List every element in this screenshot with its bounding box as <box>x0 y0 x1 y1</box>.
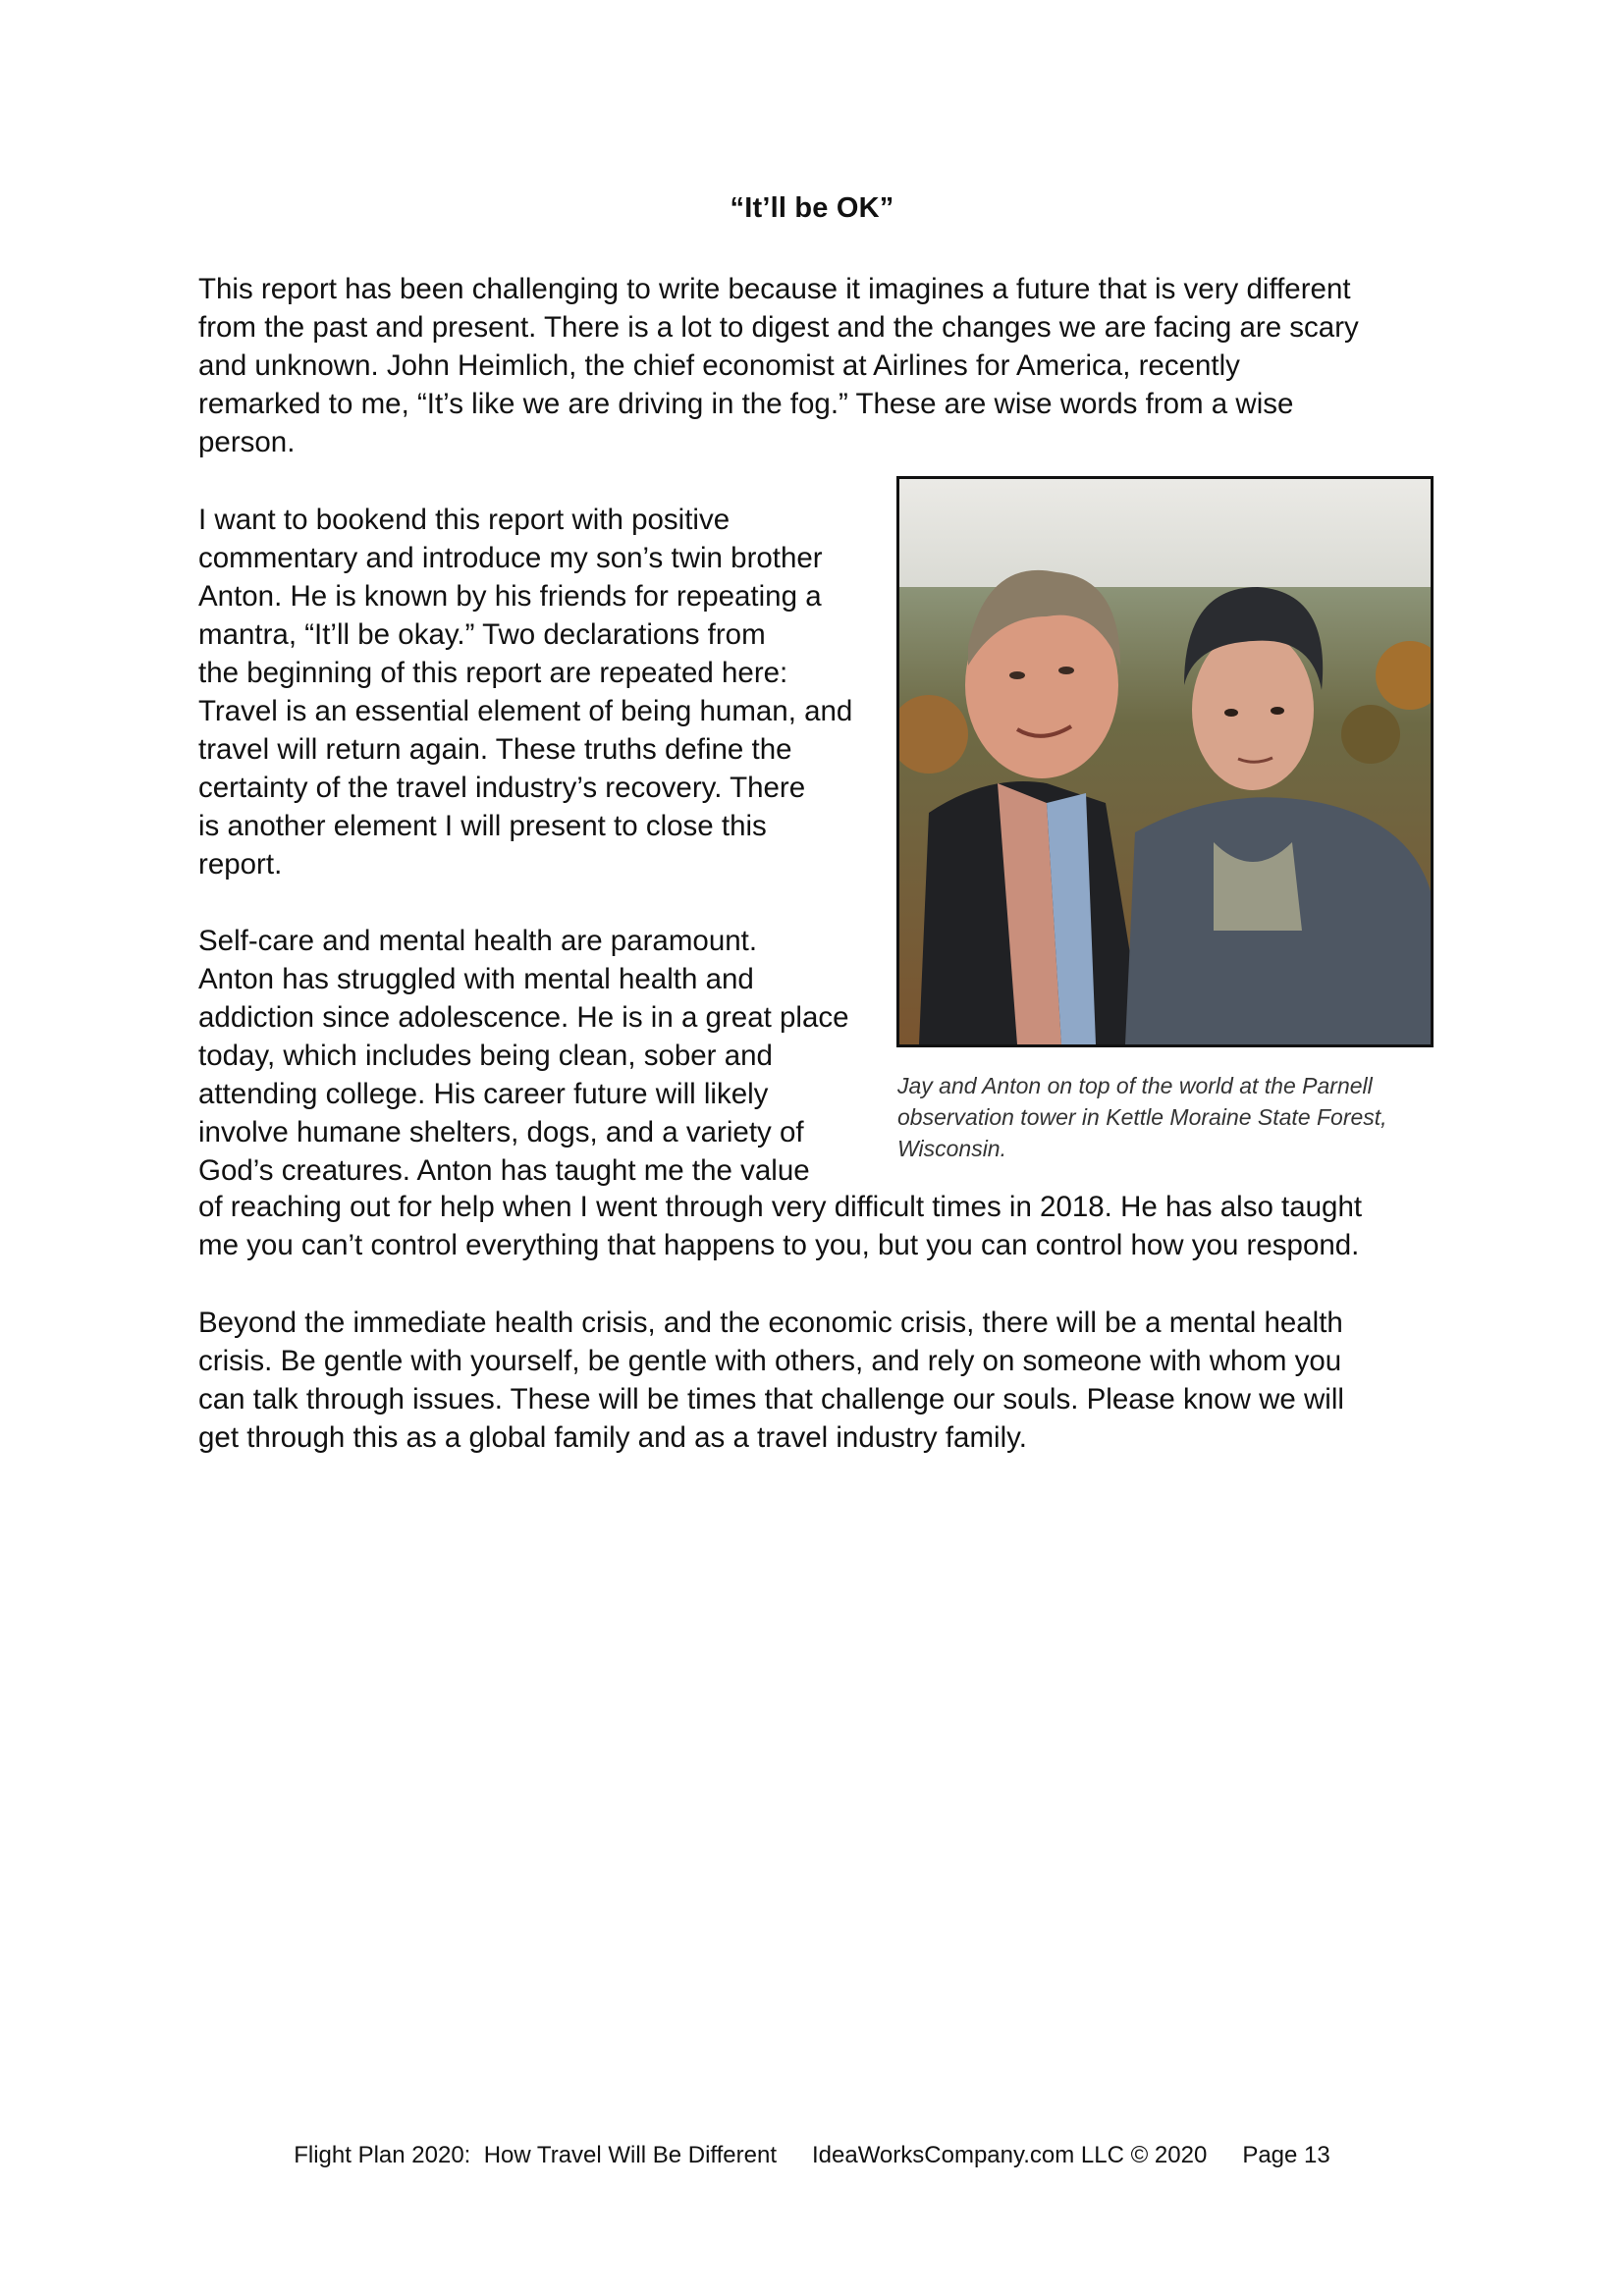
caption-line: Wisconsin. <box>897 1136 1006 1161</box>
text-line: Beyond the immediate health crisis, and the economic crisis, there will be a mental health <box>198 1307 1343 1339</box>
text-line: of reaching out for help when I went through very difficult times in 2018. He has also taught <box>198 1191 1363 1223</box>
text-line: Anton has struggled with mental health and <box>198 963 754 995</box>
text-line: travel will return again. These truths define the <box>198 733 792 766</box>
text-line: I want to bookend this report with positive <box>198 504 731 536</box>
page-title: “It’ll be OK” <box>730 192 894 224</box>
footer-doc-title: Flight Plan 2020: How Travel Will Be Different <box>294 2142 777 2168</box>
text-line: This report has been challenging to write because it imagines a future that is very different <box>198 273 1351 305</box>
caption-line: observation tower in Kettle Moraine State Forest, <box>897 1104 1387 1130</box>
footer-company: IdeaWorksCompany.com LLC © 2020 <box>812 2142 1208 2168</box>
page-footer <box>0 2142 1624 2169</box>
paragraph-closing <box>198 1304 1445 1457</box>
photo-illustration <box>899 479 1431 1044</box>
text-line: the beginning of this report are repeated here: <box>198 657 788 689</box>
text-line: God’s creatures. Anton has taught me the value <box>198 1154 810 1187</box>
text-line: remarked to me, “It’s like we are driving in the fog.” These are wise words from a wise <box>198 388 1294 420</box>
text-line: attending college. His career future will likely <box>198 1078 769 1110</box>
caption-line: Jay and Anton on top of the world at the Parnell <box>897 1073 1373 1098</box>
paragraph-self-care <box>198 922 886 1190</box>
text-line: from the past and present. There is a lot to digest and the changes we are facing are scary <box>198 311 1359 344</box>
text-line: is another element I will present to close this <box>198 810 767 842</box>
text-line: involve humane shelters, dogs, and a variety of <box>198 1116 804 1148</box>
photo-caption <box>897 1070 1447 1164</box>
photo-jay-and-anton <box>896 476 1434 1047</box>
text-line: can talk through issues. These will be times that challenge our souls. Please know we will <box>198 1383 1344 1415</box>
text-line: report. <box>198 848 283 881</box>
text-line: mantra, “It’ll be okay.” Two declarations from <box>198 618 766 651</box>
text-line: Travel is an essential element of being human, and <box>198 695 853 727</box>
text-line: person. <box>198 426 296 458</box>
text-line: me you can’t control everything that happens to you, but you can control how you respond. <box>198 1229 1360 1261</box>
text-line: crisis. Be gentle with yourself, be gentle with others, and rely on someone with whom you <box>198 1345 1342 1377</box>
text-line: certainty of the travel industry’s recovery. There <box>198 772 806 804</box>
text-line: commentary and introduce my son’s twin brother <box>198 542 823 574</box>
text-line: today, which includes being clean, sober and <box>198 1040 773 1072</box>
text-line: Anton. He is known by his friends for repeating a <box>198 580 822 613</box>
text-line: get through this as a global family and as a travel industry family. <box>198 1421 1027 1454</box>
text-line: addiction since adolescence. He is in a great place <box>198 1001 849 1034</box>
paragraph-bookend <box>198 501 886 883</box>
footer-page-number: Page 13 <box>1242 2142 1330 2168</box>
text-line: Self-care and mental health are paramount. <box>198 925 758 957</box>
text-line: and unknown. John Heimlich, the chief economist at Airlines for America, recently <box>198 349 1240 382</box>
paragraph-self-care-continued <box>198 1188 1445 1264</box>
paragraph-intro <box>198 270 1445 461</box>
